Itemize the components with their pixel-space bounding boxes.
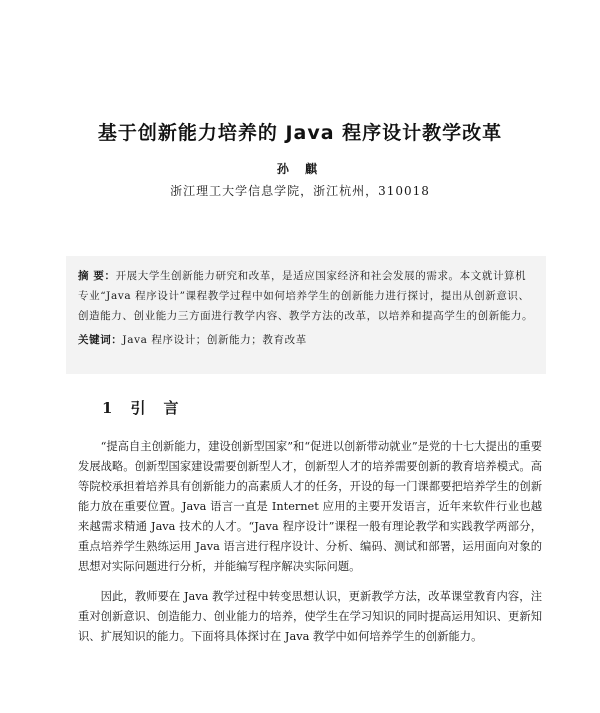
author-affiliation: 浙江理工大学信息学院，浙江杭州，310018: [170, 184, 430, 198]
keywords-line: [78, 330, 534, 350]
author-name: 孙 麒: [276, 162, 324, 176]
section-number: 1: [102, 399, 115, 417]
abstract-paragraph: [78, 266, 534, 326]
abstract-label: 摘 要：: [78, 270, 116, 282]
section-body: [78, 437, 542, 647]
body-paragraph: “提高自主创新能力，建设创新型国家”和“促进以创新带动就业”是党的十七大提出的重要发展战略。创新型国家建设需要创新型人才，创新型人才的培养需要创新的教育培养模式。高等院校承担着培养具有创新能力的高素质人才的任务，开设的每一门课都要把培养学生的创新能力放在重要位置。Java 语言一直是 Internet 应用的主要开发语言，近年来软件行业也越来越需求精通 Java 技术的人才。“Java 程序设计”课程一般有理论教学和实践教学两部分，重点培养学生熟练运用 Java 语言进行程序设计、分析、编码、测试和部署，运用面向对象的思想对实际问题进行分析，并能编写程序解决实际问题。: [78, 440, 542, 573]
keywords-label: 关键词：: [78, 334, 123, 346]
paper-title: 基于创新能力培养的 Java 程序设计教学改革: [97, 122, 503, 144]
section-title: 引言: [130, 399, 197, 417]
body-paragraph: 因此，教师要在 Java 教学过程中转变思想认识，更新教学方法，改革课堂教育内容，注重对创新意识、创造能力、创业能力的培养，使学生在学习知识的同时提高运用知识、更新知识、扩展知识的能力。下面将具体探讨在 Java 教学中如何培养学生的创新能力。: [78, 590, 542, 643]
abstract-box: [66, 256, 546, 374]
section-heading: [102, 397, 196, 418]
abstract-text: 开展大学生创新能力研究和改革，是适应国家经济和社会发展的需求。本文就计算机专业“Java 程序设计”课程教学过程中如何培养学生的创新能力进行探讨，提出从创新意识、创造能力、创业能力三方面进行教学内容、教学方法的改革，以培养和提高学生的创新能力。: [78, 270, 534, 322]
keywords-text: Java 程序设计；创新能力；教育改革: [122, 334, 307, 346]
